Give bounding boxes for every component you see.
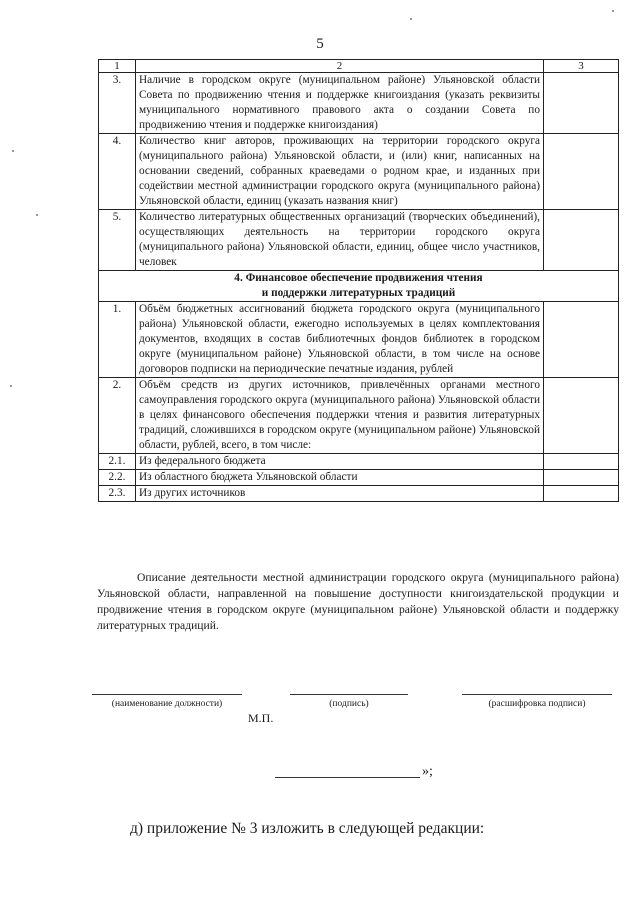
closing-quote: »; (422, 764, 433, 779)
table-row (99, 134, 619, 210)
row-number: 2. (99, 378, 136, 454)
table-row (99, 378, 619, 454)
row-description: Количество литературных общественных организаций (творческих объединений), осуществляющих деятельность на территории городского округа (муниципального района) Ульяновской области, единиц, общее число участников, человек (136, 210, 544, 271)
row-description: Из других источников (136, 486, 544, 502)
table-row (99, 454, 619, 470)
row-value (544, 486, 619, 502)
decoding-caption: (расшифровка подписи) (488, 699, 586, 709)
activity-description: Описание деятельности местной администрации городского округа (муниципального района) Ульяновской области, направленной на повышение доступности книгоиздательской продукции и продвижение чтения в городском округе (муниципальном районе) Ульяновской области и поддержку литературных традиций. (97, 571, 619, 632)
row-value (544, 454, 619, 470)
scan-speck (410, 18, 412, 20)
header-cell-1: 1 (99, 60, 136, 73)
row-value (544, 73, 619, 134)
section-heading (99, 271, 619, 302)
appendix-instruction: д) приложение № 3 изложить в следующей редакции: (130, 820, 485, 837)
closing-line (275, 777, 420, 778)
signature-caption: (подпись) (329, 699, 369, 709)
decoding-line (462, 694, 612, 695)
row-number: 1. (99, 302, 136, 378)
page-number: 5 (316, 36, 324, 52)
row-value (544, 302, 619, 378)
row-number: 2.2. (99, 470, 136, 486)
section-heading-row (99, 271, 619, 302)
row-number: 2.3. (99, 486, 136, 502)
position-caption: (наименование должности) (111, 699, 223, 709)
scan-speck (612, 10, 614, 12)
header-cell-2: 2 (136, 60, 544, 73)
row-description: Из областного бюджета Ульяновской области (136, 470, 544, 486)
row-value (544, 134, 619, 210)
row-value (544, 470, 619, 486)
header-cell-3: 3 (544, 60, 619, 73)
row-description: Из федерального бюджета (136, 454, 544, 470)
indicators-table (98, 59, 619, 502)
row-description: Объём бюджетных ассигнований бюджета городского округа (муниципального района) Ульяновской области, ежегодно используемых в целях комплектования документов, входящих в состав библиотечных фондов библиотек в городском округе (муниципальном районе) Ульяновской области, в том числе на основе договоров подписки на периодические печатные издания, рублей (136, 302, 544, 378)
table-row (99, 470, 619, 486)
section-title-line-1: 4. Финансовое обеспечение продвижения чтения (234, 272, 483, 284)
row-description: Объём средств из других источников, привлечённых органами местного самоуправления городского округа (муниципального района) Ульяновской области в целях финансового обеспечения поддержки чтения и развития литературных традиций, сложившихся в городском округе (муниципальном районе) Ульяновской области, рублей, всего, в том числе: (136, 378, 544, 454)
row-value (544, 378, 619, 454)
row-number: 5. (99, 210, 136, 271)
stamp-label: М.П. (248, 711, 274, 725)
row-description: Количество книг авторов, проживающих на территории городского округа (муниципального района) Ульяновской области, и (или) книг, написанных на основании сведений, собранных краеведами о родном крае, и изданных при содействии местной администрации городского округа (муниципального района) Ульяновской области, единиц (указать названия книг) (136, 134, 544, 210)
table-row (99, 210, 619, 271)
row-number: 3. (99, 73, 136, 134)
table-row (99, 486, 619, 502)
row-number: 2.1. (99, 454, 136, 470)
scan-speck (12, 150, 14, 152)
row-description: Наличие в городском округе (муниципальном районе) Ульяновской области Совета по продвижению чтения и поддержке книгоиздания (указать реквизиты муниципального нормативного правового акта о создании Совета по продвижению чтения и поддержке книгоиздания) (136, 73, 544, 134)
position-line (92, 694, 242, 695)
row-number: 4. (99, 134, 136, 210)
signature-line (290, 694, 408, 695)
table-row (99, 73, 619, 134)
row-value (544, 210, 619, 271)
section-title-line-2: и поддержки литературных традиций (261, 287, 456, 299)
scan-speck (10, 385, 12, 387)
scan-speck (36, 214, 38, 216)
table-row (99, 302, 619, 378)
table-header-row (99, 60, 619, 73)
